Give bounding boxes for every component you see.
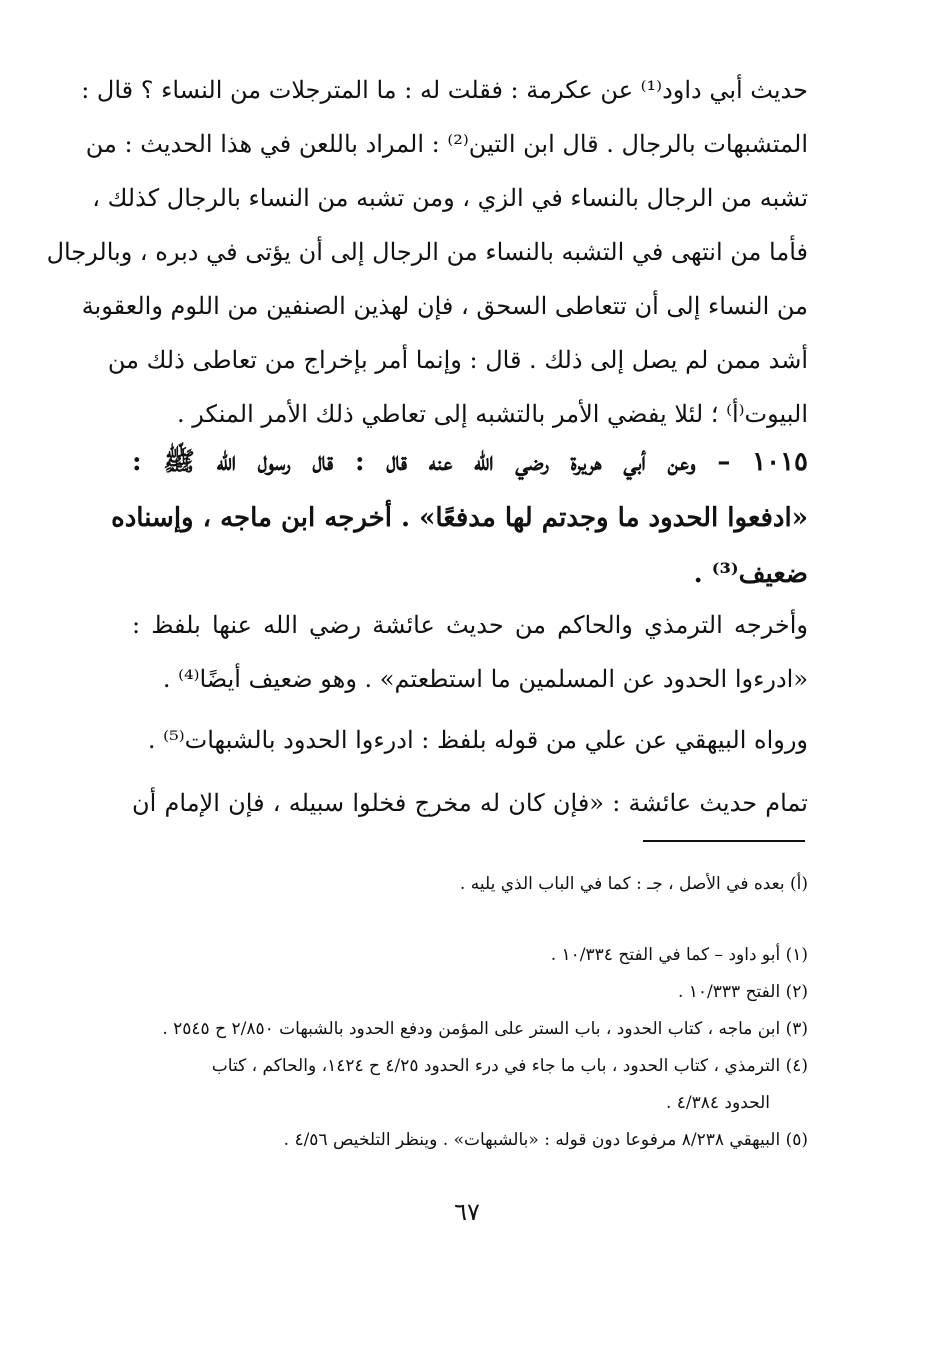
text-line: من النساء إلى أن تتعاطى السحق ، فإن لهذين الصنفين من اللوم والعقوبة: [81, 292, 808, 320]
footnote-line: (أ) بعده في الأصل ، جـ : كما في الباب الذي يليه .: [459, 874, 808, 894]
footnote-line: (٤) الترمذي ، كتاب الحدود ، باب ما جاء في درء الحدود ٤/٢٥ ح ١٤٢٤، والحاكم ، كتاب: [211, 1056, 808, 1076]
variant-note: [132, 866, 808, 903]
text-line: تشبه من الرجال بالنساء في الزي ، ومن تشبه من النساء بالرجال كذلك ،: [92, 184, 808, 212]
footnote-line: الحدود ٤/٣٨٤ .: [665, 1093, 770, 1113]
hadith-line: «ادفعوا الحدود ما وجدتم لها مدفعًا» . أخرجه ابن ماجه ، وإسناده: [111, 503, 808, 533]
footnote-line: (١) أبو داود – كما في الفتح ١٠/٣٣٤ .: [550, 945, 808, 965]
text-line: المتشبهات بالرجال . قال ابن التين⁽²⁾ : المراد باللعن في هذا الحديث : من: [85, 130, 808, 158]
footnotes: [132, 937, 808, 1159]
page-number: ٦٧: [454, 1198, 480, 1226]
footnote-line: (٣) ابن ماجه ، كتاب الحدود ، باب الستر على المؤمن ودفع الحدود بالشبهات ٢/٨٥٠ ح ٢٥٤٥ .: [162, 1019, 808, 1039]
hadith-line: ضعيف⁽³⁾ .: [693, 559, 808, 589]
text-line: فأما من انتهى في التشبه بالنساء من الرجال إلى أن يؤتى في دبره ، وبالرجال: [46, 238, 808, 266]
text-line: وأخرجه الترمذي والحاكم من حديث عائشة رضي الله عنها بلفظ :: [132, 611, 808, 639]
footnote-line: (٢) الفتح ١٠/٣٣٣ .: [677, 982, 808, 1002]
text-line: ورواه البيهقي عن علي من قوله بلفظ : ادرءوا الحدود بالشبهات⁽⁵⁾ .: [147, 726, 808, 754]
paragraph-commentary-3: [132, 713, 808, 767]
text-line: حديث أبي داود⁽¹⁾ عن عكرمة : فقلت له : ما المترجلات من النساء ؟ قال :: [81, 76, 808, 104]
paragraph-commentary-2: [132, 598, 808, 706]
text-line: «ادرءوا الحدود عن المسلمين ما استطعتم» . وهو ضعيف أيضًا⁽⁴⁾ .: [162, 665, 808, 693]
paragraph-commentary-4: [132, 776, 808, 830]
text-line: تمام حديث عائشة : «فإن كان له مخرج فخلوا سبيله ، فإن الإمام أن: [132, 789, 808, 817]
paragraph-commentary-1: [46, 63, 808, 441]
hadith-line: ١٠١٥ – وعن أبي هريرة رضي الله عنه قال : قال رسول الله ﷺ :: [132, 447, 808, 477]
text-line: البيوت⁽أ⁾ ؛ لئلا يفضي الأمر بالتشبه إلى تعاطي ذلك الأمر المنكر .: [176, 400, 808, 428]
hadith-1015: [111, 434, 808, 602]
text-line: أشد ممن لم يصل إلى ذلك . قال : وإنما أمر بإخراج من تعاطى ذلك من: [107, 346, 808, 374]
footnote-separator: [643, 840, 805, 842]
footnote-line: (٥) البيهقي ٨/٢٣٨ مرفوعا دون قوله : «بالشبهات» . وينظر التلخيص ٤/٥٦ .: [283, 1130, 808, 1150]
